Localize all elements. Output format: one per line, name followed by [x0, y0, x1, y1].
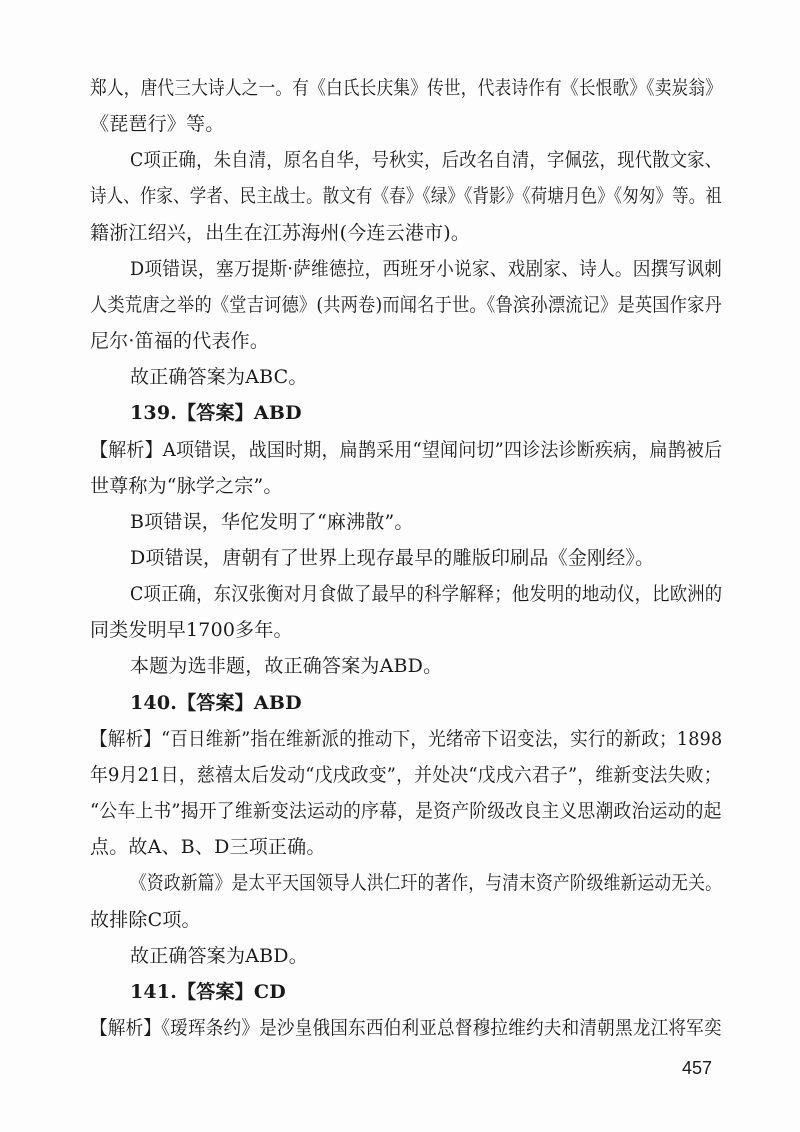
text-line: 【解析】“百日维新”指在维新派的推动下，光绪帝下诏变法，实行的新政；1898	[90, 728, 723, 750]
text-line: 人类荒唐之举的《堂吉诃德》(共两卷)而闻名于世。《鲁滨孙漂流记》是英国作家丹	[90, 294, 722, 316]
answer-heading: 141.【答案】CD	[130, 981, 286, 1003]
text-line: 同类发明早1700多年。	[90, 619, 293, 641]
text-line: 郑人，唐代三大诗人之一。有《白氏长庆集》传世，代表诗作有《长恨歌》《卖炭翁》	[90, 77, 723, 99]
text-line: 年9月21日，慈禧太后发动“戊戌政变”，并处决“戊戌六君子”，维新变法失败；	[90, 764, 722, 786]
text-line: 本题为选非题，故正确答案为ABD。	[130, 655, 443, 677]
text-line: “公车上书”揭开了维新变法运动的序幕，是资产阶级改良主义思潮政治运动的起	[90, 800, 722, 822]
answer-heading: 139.【答案】ABD	[130, 402, 302, 424]
page-number: 457	[682, 1058, 713, 1078]
text-line: D项错误，塞万提斯·萨维德拉，西班牙小说家、戏剧家、诗人。因撰写讽刺	[130, 258, 723, 280]
text-line: 世尊称为“脉学之宗”。	[90, 475, 283, 497]
text-line: 故正确答案为ABC。	[130, 366, 308, 388]
text-line: 诗人、作家、学者、民主战士。散文有《春》《绿》《背影》《荷塘月色》《匆匆》等。祖	[90, 185, 723, 207]
text-line: 故排除C项。	[90, 909, 201, 931]
text-line: 籍浙江绍兴，出生在江苏海州(今连云港市)。	[90, 222, 471, 244]
text-line: D项错误，唐朝有了世界上现存最早的雕版印刷品《金刚经》。	[130, 547, 655, 569]
text-line: C项正确，朱自清，原名自华，号秋实，后改名自清，字佩弦，现代散文家、	[130, 149, 723, 171]
text-line: B项错误，华佗发明了“麻沸散”。	[130, 511, 414, 533]
answer-heading: 140.【答案】ABD	[130, 692, 302, 714]
text-line: 点。故A、B、D三项正确。	[90, 836, 326, 858]
text-line: 尼尔·笛福的代表作。	[90, 330, 270, 352]
text-line: 故正确答案为ABD。	[130, 945, 308, 967]
text-line: C项正确，东汉张衡对月食做了最早的科学解释；他发明的地动仪，比欧洲的	[130, 583, 723, 605]
text-line: 【解析】A项错误，战国时期，扁鹊采用“望闻问切”四诊法诊断疾病，扁鹊被后	[90, 439, 723, 461]
text-line: 《琵琶行》等。	[90, 113, 225, 135]
text-line: 《资政新篇》是太平天国领导人洪仁玕的著作，与清末资产阶级维新运动无关。	[130, 872, 723, 894]
text-line: 【解析】《瑷珲条约》是沙皇俄国东西伯利亚总督穆拉维约夫和清朝黑龙江将军奕	[90, 1017, 722, 1039]
